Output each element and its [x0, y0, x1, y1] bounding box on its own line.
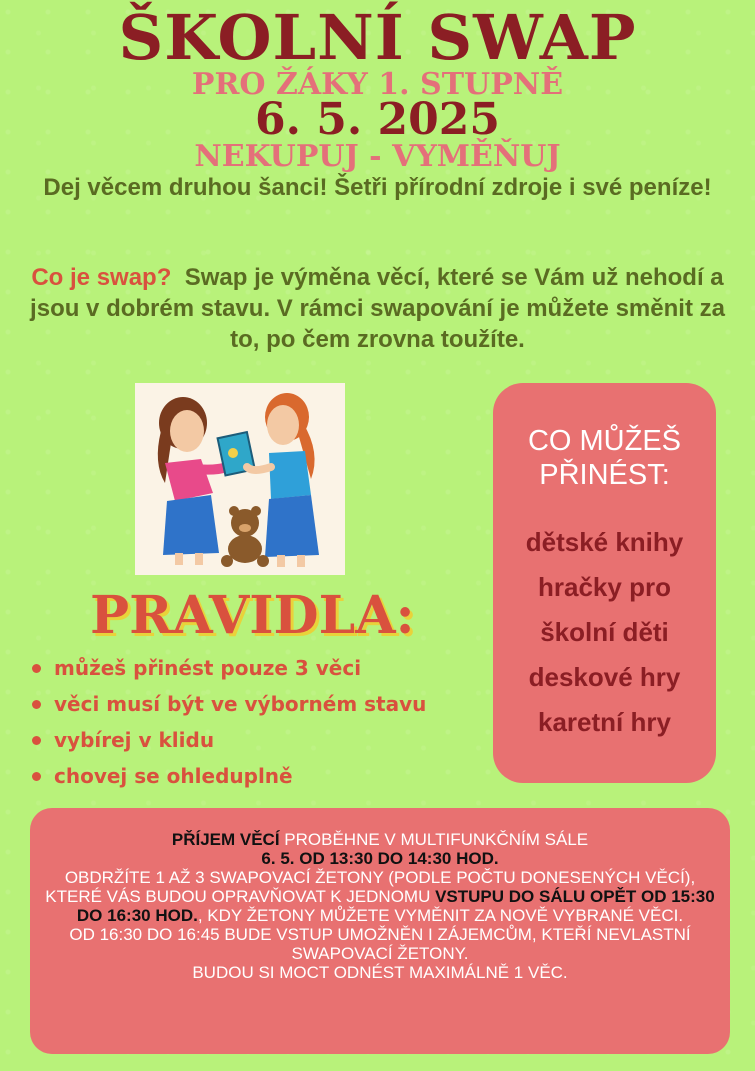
info-span: OBDRŽÍTE 1 AŽ 3 SWAPOVACÍ ŽETONY (PODLE POČTU DONESENÝCH VĚCÍ), KTERÉ VÁS BUDOU OPRAVŇOVAT K JEDNOMU — [45, 868, 696, 906]
bullet-icon — [32, 736, 41, 745]
poster-subtitle: PRO ŽÁKY 1. STUPNĚ — [191, 67, 564, 102]
info-span: PROBĚHNE V MULTIFUNKČNÍM SÁLE — [279, 830, 589, 849]
girls-swapping-book-illustration — [135, 383, 345, 575]
list-item: dětské knihy — [525, 527, 684, 557]
rules-list — [32, 650, 426, 794]
info-span: , KDY ŽETONY MŮŽETE VYMĚNIT ZA NOVĚ VYBRANÉ VĚCI. — [197, 906, 684, 925]
bullet-icon — [32, 772, 41, 781]
event-date: 6. 5. 2025 — [255, 94, 500, 145]
slogan: NEKUPUJ - VYMĚŇUJ — [194, 139, 561, 174]
info-text — [40, 830, 720, 982]
info-bold: 6. 5. OD 13:30 DO 14:30 HOD. — [261, 849, 499, 868]
rule-text: vybírej v klidu — [54, 728, 215, 752]
list-item — [32, 758, 426, 794]
swap-answer: Swap je výměna věcí, které se Vám už nehodí a jsou v dobrém stavu. V rámci swapování je můžete směnit za to, po čem zrovna toužíte. — [30, 264, 725, 353]
info-line — [40, 868, 720, 925]
list-item: hračky pro školní děti — [538, 572, 671, 647]
bullet-icon — [32, 700, 41, 709]
info-line — [40, 849, 720, 868]
info-line — [40, 830, 720, 849]
info-bold: PŘÍJEM VĚCÍ — [171, 830, 280, 849]
what-to-bring-heading: CO MŮŽEŠ PŘINÉST: — [527, 425, 682, 491]
info-line: OD 16:30 DO 16:45 BUDE VSTUP UMOŽNĚN I ZÁJEMCŮM, KTEŘÍ NEVLASTNÍ SWAPOVACÍ ŽETONY. — [69, 925, 691, 963]
rule-text: můžeš přinést pouze 3 věci — [54, 656, 362, 680]
what-to-bring-list — [493, 520, 716, 745]
rule-text: věci musí být ve výborném stavu — [54, 692, 427, 716]
rule-text: chovej se ohleduplně — [54, 764, 293, 788]
swap-explanation — [20, 262, 735, 355]
list-item — [32, 722, 426, 758]
list-item: deskové hry — [528, 662, 681, 692]
intro-text: Dej věcem druhou šanci! Šetři přírodní zdroje i své peníze! — [43, 174, 712, 201]
list-item: karetní hry — [538, 707, 671, 737]
swap-question: Co je swap? — [31, 264, 172, 291]
list-item — [32, 686, 426, 722]
rules-heading: PRAVIDLA: — [90, 585, 415, 646]
illustration-art — [135, 383, 345, 575]
info-line: BUDOU SI MOCT ODNÉST MAXIMÁLNĚ 1 VĚC. — [192, 963, 568, 982]
bullet-icon — [32, 664, 41, 673]
info-bold: VSTUPU DO SÁLU OPĚT OD 15:30 DO 16:30 HOD. — [76, 887, 715, 925]
poster-title: ŠKOLNÍ SWAP — [118, 1, 637, 74]
list-item — [32, 650, 426, 686]
